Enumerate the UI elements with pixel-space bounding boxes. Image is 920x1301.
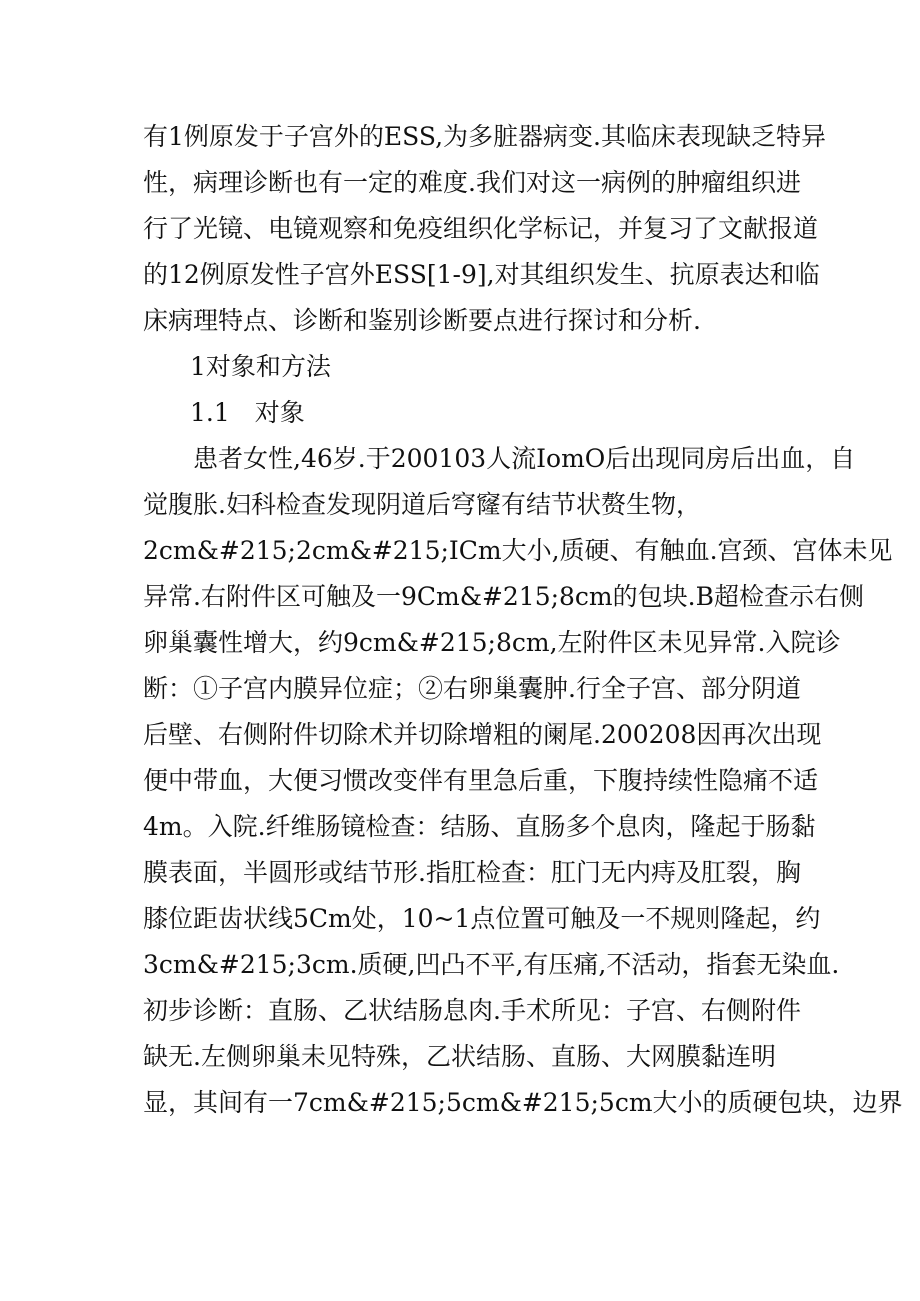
text-line-14: 后壁、右侧附件切除术并切除增粗的阑尾.200208因再次出现 bbox=[143, 720, 822, 749]
text-line-2: 性，病理诊断也有一定的难度.我们对这一病例的肿瘤组织进 bbox=[143, 168, 801, 197]
text-line-16: 4m。入院.纤维肠镜检查：结肠、直肠多个息肉，隆起于肠黏 bbox=[143, 812, 816, 841]
text-line-11: 异常.右附件区可触及一9Cm&#215;8cm的包块.B超检查示右侧 bbox=[143, 582, 864, 611]
section-heading: 1对象和方法 bbox=[190, 352, 331, 381]
text-line-12: 卵巢囊性增大，约9cm&#215;8cm,左附件区未见异常.入院诊 bbox=[143, 628, 841, 657]
text-line-10: 2cm&#215;2cm&#215;ICm大小,质硬、有触血.宫颈、宫体未见 bbox=[143, 536, 893, 565]
text-line-5: 床病理特点、诊断和鉴别诊断要点进行探讨和分析. bbox=[143, 306, 701, 335]
text-line-22: 显，其间有一7cm&#215;5cm&#215;5cm大小的质硬包块，边界 bbox=[143, 1088, 903, 1117]
text-line-9: 觉腹胀.妇科检查发现阴道后穹窿有结节状赘生物， bbox=[143, 490, 701, 519]
text-line-17: 膜表面，半圆形或结节形.指肛检查：肛门无内痔及肛裂，胸 bbox=[143, 858, 801, 887]
subsection-heading: 1.1 对象 bbox=[190, 398, 305, 427]
text-line-8: 患者女性,46岁.于200103人流IomO后出现同房后出血，自 bbox=[193, 444, 856, 473]
text-line-1: 有1例原发于子宫外的ESS,为多脏器病变.其临床表现缺乏特异 bbox=[143, 122, 826, 151]
text-line-13: 断：①子宫内膜异位症；②右卵巢囊肿.行全子宫、部分阴道 bbox=[143, 674, 801, 703]
text-line-18: 膝位距齿状线5Cm处，10~1点位置可触及一不规则隆起，约 bbox=[143, 904, 821, 933]
text-line-21: 缺无.左侧卵巢未见特殊，乙状结肠、直肠、大网膜黏连明 bbox=[143, 1042, 776, 1071]
text-line-20: 初步诊断：直肠、乙状结肠息肉.手术所见：子宫、右侧附件 bbox=[143, 996, 801, 1025]
text-line-19: 3cm&#215;3cm.质硬,凹凸不平,有压痛,不活动，指套无染血. bbox=[143, 950, 840, 979]
text-line-3: 行了光镜、电镜观察和免疫组织化学标记，并复习了文献报道 bbox=[143, 214, 819, 243]
text-line-4: 的12例原发性子宫外ESS[1-9],对其组织发生、抗原表达和临 bbox=[143, 260, 820, 289]
text-line-15: 便中带血，大便习惯改变伴有里急后重，下腹持续性隐痛不适 bbox=[143, 766, 819, 795]
